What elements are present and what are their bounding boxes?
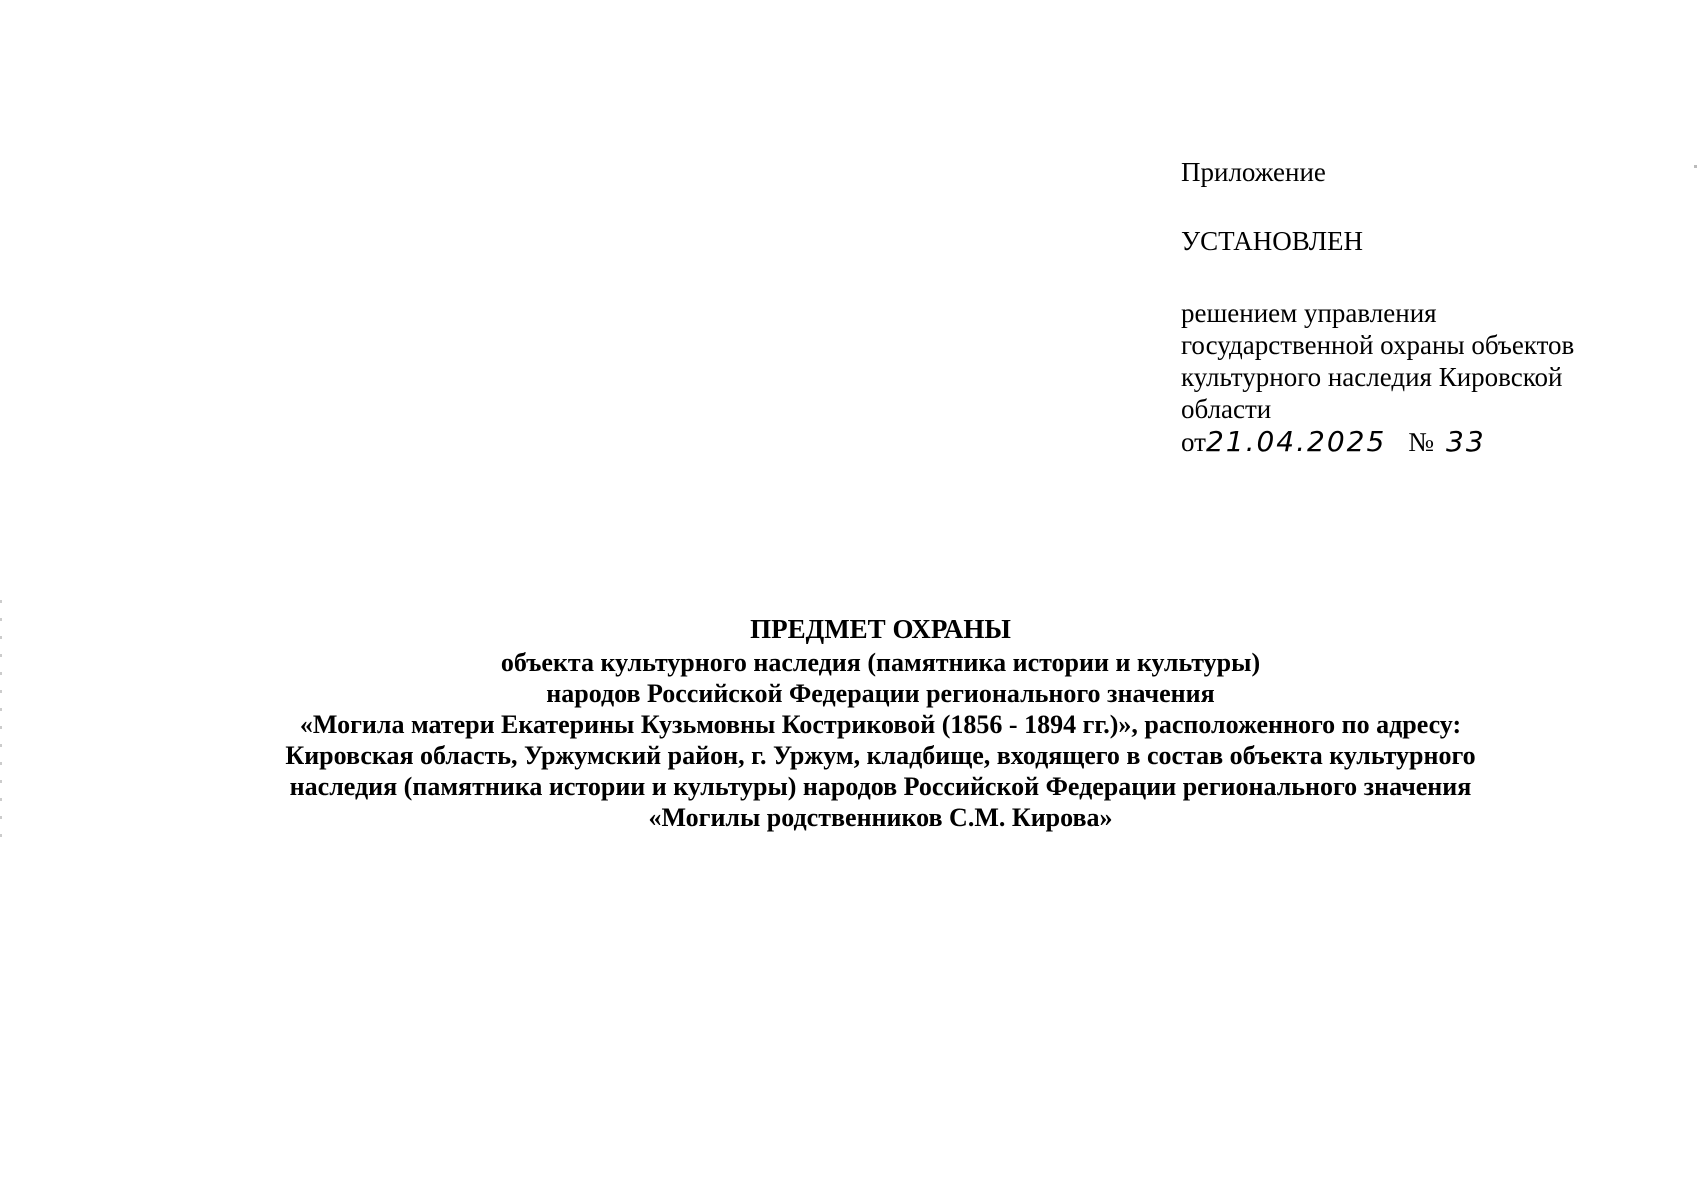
approval-line: государственной охраны объектов [1181,330,1575,360]
date-prefix: от [1181,427,1206,457]
approval-line: области [1181,394,1272,424]
handwritten-number: 33 [1446,425,1486,458]
document-title-block [120,614,1641,833]
document-heading: ПРЕДМЕТ ОХРАНЫ [750,614,1011,644]
title-line: объекта культурного наследия (памятника истории и культуры) [500,648,1261,677]
scan-edge-mark [0,600,2,840]
approval-line: культурного наследия Кировской [1181,362,1563,392]
scan-dot-mark [1694,165,1697,168]
approval-authority [1181,297,1651,425]
title-line: «Могилы родственников С.М. Кирова» [648,803,1113,832]
title-line: наследия (памятника истории и культуры) народов Российской Федерации регионального значения [289,772,1472,801]
number-sign: № [1408,427,1435,457]
approval-line: решением управления [1181,298,1437,328]
appendix-label: Приложение [1181,157,1326,187]
established-label: УСТАНОВЛЕН [1181,226,1364,256]
approval-date-line [1181,426,1651,458]
title-line: народов Российской Федерации регионального значения [546,679,1215,708]
approval-stamp-block [1181,156,1651,458]
handwritten-date: 21.04.2025 [1205,425,1387,458]
title-line: Кировская область, Уржумский район, г. Уржум, кладбище, входящего в состав объекта культурного [285,741,1476,770]
title-line: «Могила матери Екатерины Кузьмовны Костриковой (1856 - 1894 гг.)», расположенного по адресу: [299,710,1462,739]
